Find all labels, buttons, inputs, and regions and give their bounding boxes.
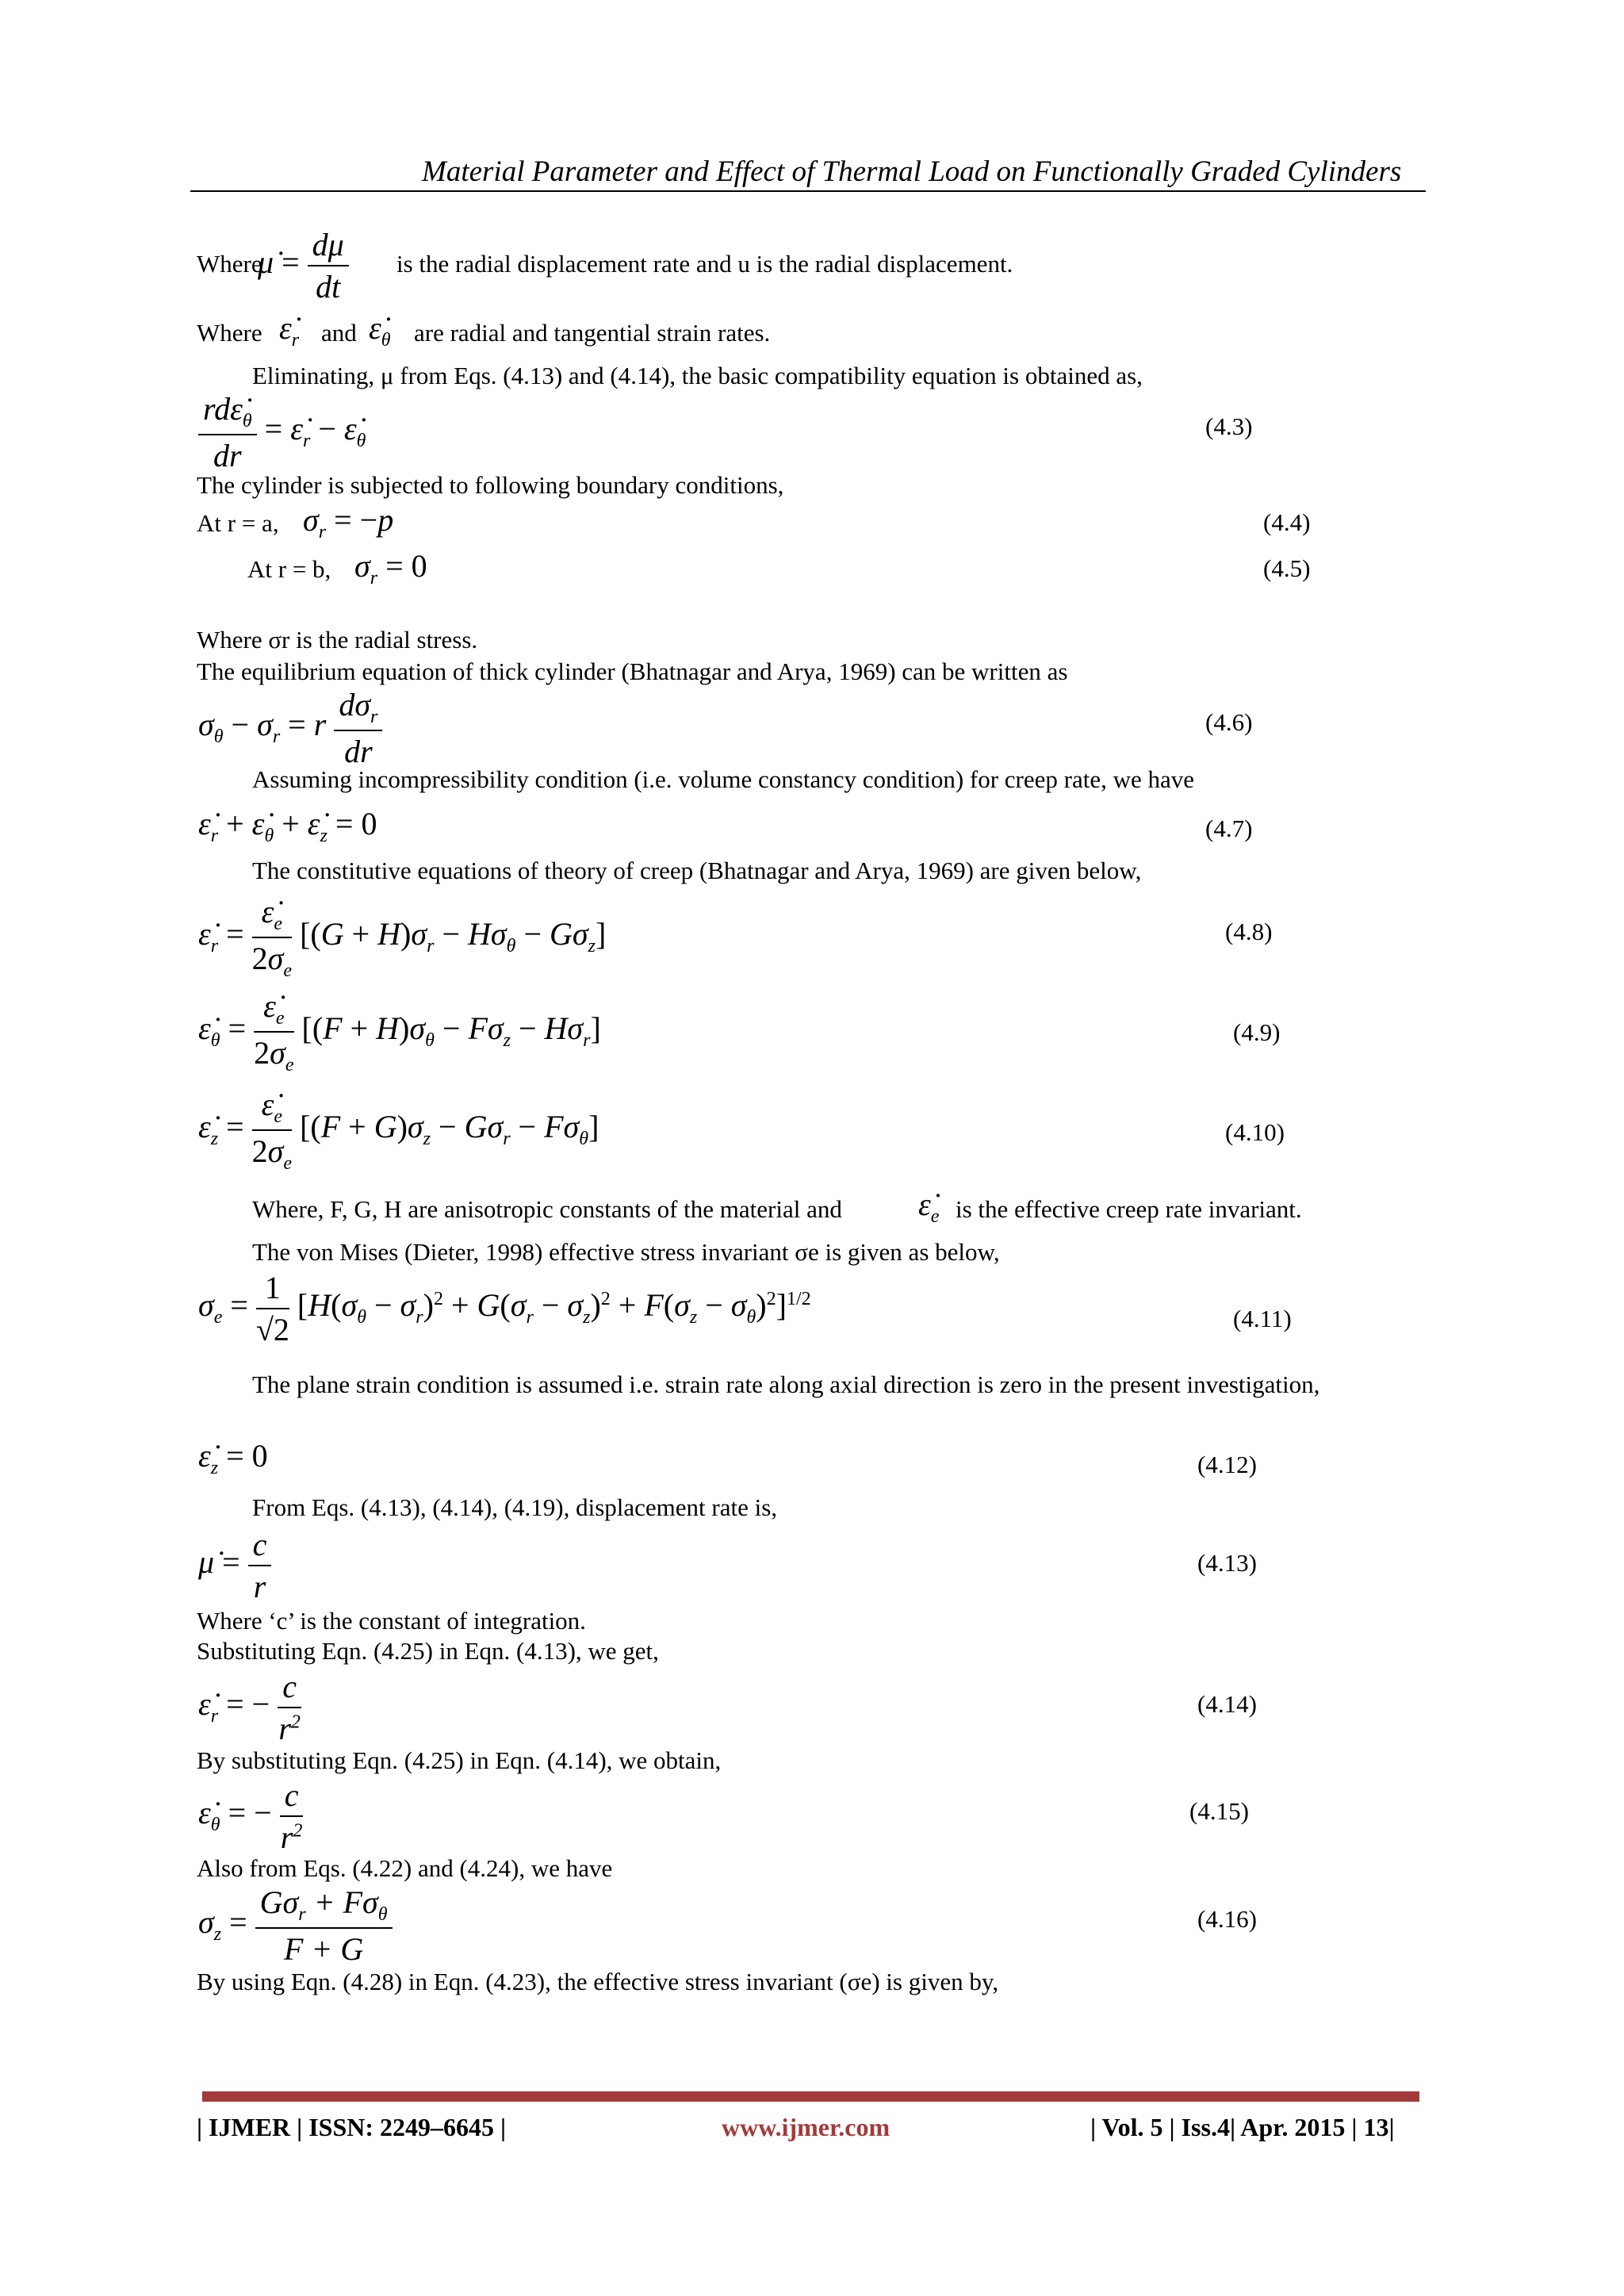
header-rule bbox=[190, 190, 1426, 192]
paragraph-also-from: Also from Eqs. (4.22) and (4.24), we have bbox=[197, 1854, 613, 1882]
paragraph-anisotropic: Where, F, G, H are anisotropic constants of the material and bbox=[252, 1195, 842, 1223]
eps-e-symbol: $\varepsiloṅ_e$ bbox=[918, 1186, 940, 1227]
equation-4-6: $\sigma_\theta - \sigma_r = r$ $\frac{d\sigma_r}{dr}$ bbox=[198, 686, 382, 770]
equation-number: (4.6) bbox=[1205, 708, 1253, 736]
equation-4-10: $\varepsiloṅ_z$ = $\frac{\varepsiloṅ_e}{2\sigma_e}$ $[(F + G)\sigma_z - G\sigma_r - F\sigma_\theta]$ bbox=[198, 1087, 599, 1174]
equation-4-5: $\sigma_r = 0$ bbox=[354, 548, 427, 588]
paragraph-substituting-2: By substituting Eqn. (4.25) in Eqn. (4.14), we obtain, bbox=[197, 1746, 722, 1774]
equation-4-4: $\sigma_r = -p$ bbox=[303, 502, 394, 542]
equation-number: (4.10) bbox=[1225, 1118, 1285, 1146]
footer-journal: | IJMER | ISSN: 2249–6645 | bbox=[197, 2113, 507, 2141]
running-header-title: Material Parameter and Effect of Thermal Load on Functionally Graded Cylinders bbox=[422, 155, 1402, 188]
footer-volume: | Vol. 5 | Iss.4| Apr. 2015 | 13| bbox=[1090, 2113, 1395, 2141]
equation-number: (4.11) bbox=[1233, 1305, 1292, 1332]
equation-number: (4.14) bbox=[1197, 1690, 1257, 1718]
equation-4-14: $\varepsiloṅ_r$ = − $\frac{c}{r^2}$ bbox=[198, 1669, 301, 1746]
equation-number: (4.9) bbox=[1233, 1018, 1281, 1046]
equation-number: (4.16) bbox=[1197, 1905, 1257, 1933]
eps-r-symbol: $\varepsiloṅ_r$ bbox=[279, 310, 300, 351]
paragraph-constant: Where ‘c’ is the constant of integration. bbox=[197, 1607, 586, 1635]
bc2-label: At r = b, bbox=[247, 555, 331, 583]
paragraph-anisotropic-end: is the effective creep rate invariant. bbox=[956, 1195, 1302, 1223]
equation-number: (4.7) bbox=[1205, 815, 1253, 842]
paragraph-displacement-rate: is the radial displacement rate and u is the radial displacement. bbox=[396, 250, 1013, 278]
equation-4-11: $\sigma_e$ = $\frac{1}{√2}$ $[H(\sigma_\theta - \sigma_r)^2 + G(\sigma_r - \sigma_z)^2 + F(\sigma_z - \sigma_\theta)^2]^{1/2}$ bbox=[198, 1270, 811, 1347]
paragraph-effective-stress: By using Eqn. (4.28) in Eqn. (4.23), the effective stress invariant (σe) is given by, bbox=[197, 1968, 999, 1995]
paragraph-substituting: Substituting Eqn. (4.25) in Eqn. (4.13), we get, bbox=[197, 1637, 659, 1665]
paragraph-radial-stress: Where σr is the radial stress. bbox=[197, 626, 478, 654]
paragraph-incompressibility: Assuming incompressibility condition (i.e. volume constancy condition) for creep rate, we have bbox=[252, 765, 1195, 793]
equation-number: (4.4) bbox=[1263, 508, 1311, 536]
footer-website-link[interactable]: www.ijmer.com bbox=[722, 2113, 891, 2141]
bc1-label: At r = a, bbox=[197, 509, 279, 537]
paragraph-equilibrium: The equilibrium equation of thick cylinder (Bhatnagar and Arya, 1969) can be written as bbox=[197, 657, 1068, 685]
equation-number: (4.13) bbox=[1197, 1549, 1257, 1577]
equation-number: (4.3) bbox=[1205, 412, 1253, 440]
equation-number: (4.15) bbox=[1189, 1797, 1249, 1825]
equation-number: (4.8) bbox=[1225, 918, 1273, 945]
equation-4-13: μ̇ = $\frac{c}{r}$ bbox=[198, 1526, 271, 1605]
equation-4-8: $\varepsiloṅ_r$ = $\frac{\varepsiloṅ_e}{2\sigma_e}$ $[(G + H)\sigma_r - H\sigma_\theta - G\sigma_z]$ bbox=[198, 894, 607, 981]
where-label: Where bbox=[197, 250, 262, 278]
paragraph-eliminating: Eliminating, μ from Eqs. (4.13) and (4.14), the basic compatibility equation is obtained as, bbox=[252, 362, 1143, 389]
equation-4-9: $\varepsiloṅ_\theta$ = $\frac{\varepsiloṅ_e}{2\sigma_e}$ $[(F + H)\sigma_\theta - F\sigma_z - H\sigma_r]$ bbox=[198, 988, 601, 1075]
paragraph-boundary-conditions: The cylinder is subjected to following boundary conditions, bbox=[197, 471, 784, 499]
equation-4-3: $\frac{rd\varepsiloṅ_\theta}{dr}$ = $\varepsiloṅ_r$ − $\varepsiloṅ_\theta$ bbox=[198, 390, 366, 474]
eps-theta-symbol: $\varepsiloṅ_\theta$ bbox=[369, 310, 391, 351]
paragraph-displacement: From Eqs. (4.13), (4.14), (4.19), displacement rate is, bbox=[252, 1493, 778, 1521]
equation-4-7: $\varepsiloṅ_r$ + $\varepsiloṅ_\theta$ + $\varepsiloṅ_z = 0$ bbox=[198, 806, 377, 846]
paragraph-plane-strain bbox=[197, 1369, 1424, 1401]
equation-4-15: $\varepsiloṅ_\theta$ = − $\frac{c}{r^2}$ bbox=[198, 1777, 303, 1855]
equation-number: (4.12) bbox=[1197, 1451, 1257, 1478]
equation-4-16: $\sigma_z$ = $\frac{G\sigma_r + F\sigma_\theta}{F + G}$ bbox=[198, 1884, 393, 1968]
paragraph-strain-rates: are radial and tangential strain rates. bbox=[414, 319, 771, 347]
equation-number: (4.5) bbox=[1263, 554, 1311, 582]
footer-rule bbox=[202, 2091, 1419, 2102]
where-label-2: Where bbox=[197, 319, 262, 347]
paragraph-plane-strain-text: The plane strain condition is assumed i.e. strain rate along axial direction is zero in the present investigation, bbox=[252, 1370, 1320, 1398]
paragraph-constitutive: The constitutive equations of theory of creep (Bhatnagar and Arya, 1969) are given below, bbox=[252, 857, 1142, 884]
mu-dot-definition: μ̇ = $\frac{d\mu}{dt}$ bbox=[258, 226, 349, 305]
and-word: and bbox=[321, 319, 357, 347]
equation-4-12: $\varepsiloṅ_z = 0$ bbox=[198, 1438, 268, 1478]
paragraph-von-mises: The von Mises (Dieter, 1998) effective stress invariant σe is given as below, bbox=[252, 1238, 1000, 1266]
